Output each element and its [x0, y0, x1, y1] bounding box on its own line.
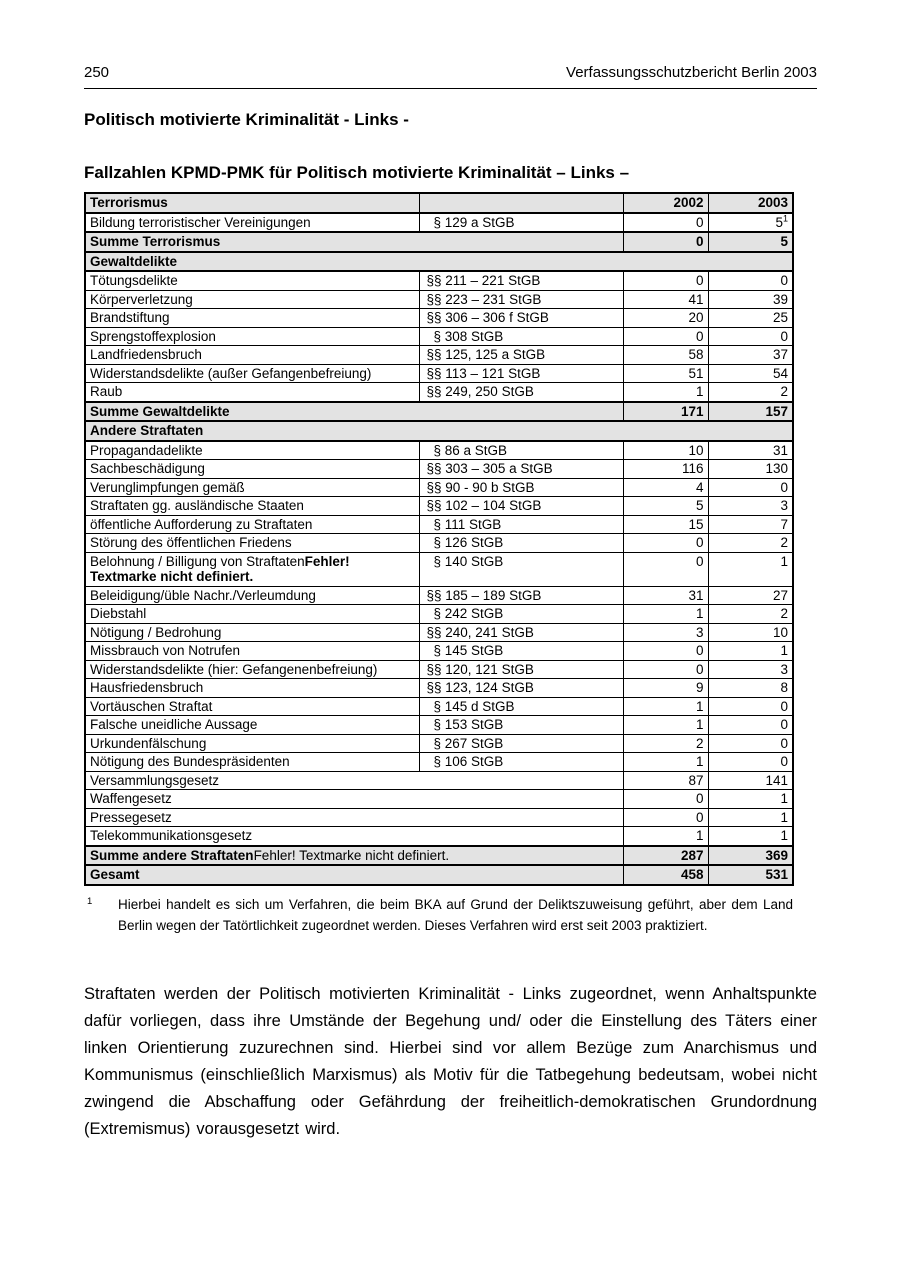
value-2003-cell: 157 — [708, 402, 793, 422]
table-row-data — [85, 734, 793, 753]
value-2003-cell: 10 — [708, 623, 793, 642]
value-2002-cell: 3 — [623, 623, 708, 642]
offense-label-cell: Sprengstoffexplosion — [85, 327, 419, 346]
statute-cell: §§ 303 – 305 a StGB — [419, 460, 623, 479]
table-row-data — [85, 753, 793, 772]
statute-cell: § 308 StGB — [419, 327, 623, 346]
table-row-data — [85, 605, 793, 624]
value-2003-cell: 1 — [708, 552, 793, 586]
value-2003-cell: 25 — [708, 309, 793, 328]
offense-label-cell: Vortäuschen Straftat — [85, 697, 419, 716]
body-paragraph: Straftaten werden der Politisch motivierten Kriminalität - Links zugeordnet, wenn Anhaltspunkte dafür vorliegen, dass ihre Umstände der Begehung und/ oder die Einstellung des Täters einer linken Orientierung zuzurechnen sind. Hierbei sind vor allem Bezüge zum Anarchismus und Kommunismus (einschließlich Marxismus) als Motiv für die Tatbegehung bedeutsam, wobei nicht zwingend die Abschaffung oder Gefährdung der freiheitlich-demokratischen Grundordnung (Extremismus) vorausgesetzt wird. — [84, 984, 817, 1138]
value-2002-cell: 1 — [623, 383, 708, 402]
value-2002-cell: 0 — [623, 534, 708, 553]
value-2002-cell: 171 — [623, 402, 708, 422]
value-2003-cell: 1 — [708, 790, 793, 809]
statute-cell: §§ 211 – 221 StGB — [419, 271, 623, 290]
section-label-cell: Andere Straftaten — [85, 421, 793, 441]
offense-label-cell: Diebstahl — [85, 605, 419, 624]
table-row-data — [85, 716, 793, 735]
sum-label-cell: Summe Gewaltdelikte — [85, 402, 623, 422]
value-2003-cell: 54 — [708, 364, 793, 383]
statute-cell: § 145 StGB — [419, 642, 623, 661]
statute-cell: § 153 StGB — [419, 716, 623, 735]
value-2003-cell: 2 — [708, 383, 793, 402]
sum-label-cell: Summe andere StraftatenFehler! Textmarke nicht definiert. — [85, 846, 623, 866]
value-2002-cell: 4 — [623, 478, 708, 497]
statute-cell: §§ 240, 241 StGB — [419, 623, 623, 642]
column-header-category: Terrorismus — [85, 193, 419, 213]
offense-label-cell: Körperverletzung — [85, 290, 419, 309]
column-header-statute — [419, 193, 623, 213]
value-2002-cell: 15 — [623, 515, 708, 534]
table-row-law — [85, 790, 793, 809]
table-title: Fallzahlen KPMD-PMK für Politisch motivierte Kriminalität – Links – — [84, 163, 630, 182]
offense-label-cell: öffentliche Aufforderung zu Straftaten — [85, 515, 419, 534]
value-2002-cell: 5 — [623, 497, 708, 516]
value-2003-cell: 0 — [708, 734, 793, 753]
value-2003-cell: 31 — [708, 441, 793, 460]
value-2002-cell: 1 — [623, 605, 708, 624]
offense-label-cell: Waffengesetz — [85, 790, 623, 809]
table-row-data — [85, 552, 793, 586]
sum-label-suffix: Fehler! Textmarke nicht definiert. — [253, 847, 450, 863]
statute-cell: § 145 d StGB — [419, 697, 623, 716]
statute-cell: § 86 a StGB — [419, 441, 623, 460]
offense-label-cell: Versammlungsgesetz — [85, 771, 623, 790]
statute-cell: § 242 StGB — [419, 605, 623, 624]
statute-cell: § 111 StGB — [419, 515, 623, 534]
offense-label-cell: Tötungsdelikte — [85, 271, 419, 290]
statute-cell: § 267 StGB — [419, 734, 623, 753]
value-2002-cell: 1 — [623, 697, 708, 716]
table-row-data — [85, 346, 793, 365]
statute-cell: § 140 StGB — [419, 552, 623, 586]
statute-cell: § 129 a StGB — [419, 213, 623, 233]
value-2002-cell: 458 — [623, 865, 708, 885]
value-2003-cell: 130 — [708, 460, 793, 479]
table-row-data — [85, 697, 793, 716]
table-row-data — [85, 441, 793, 460]
table-row-data — [85, 309, 793, 328]
value-2002-cell: 0 — [623, 232, 708, 252]
value-2002-cell: 41 — [623, 290, 708, 309]
value-2003-cell: 0 — [708, 327, 793, 346]
value-2003-cell: 0 — [708, 716, 793, 735]
table-row-sum — [85, 232, 793, 252]
value-2003-cell: 369 — [708, 846, 793, 866]
offense-label-cell: Raub — [85, 383, 419, 402]
value-2002-cell: 51 — [623, 364, 708, 383]
offense-label-cell: Beleidigung/üble Nachr./Verleumdung — [85, 586, 419, 605]
table-row-section — [85, 252, 793, 272]
value-2003-cell: 3 — [708, 660, 793, 679]
value-2003-cell: 37 — [708, 346, 793, 365]
sum-label-cell: Gesamt — [85, 865, 623, 885]
table-row-data — [85, 534, 793, 553]
column-header-2003: 2003 — [708, 193, 793, 213]
value-2002-cell: 1 — [623, 716, 708, 735]
table-row-data — [85, 586, 793, 605]
table-row-data — [85, 290, 793, 309]
value-2003-cell: 1 — [708, 808, 793, 827]
column-header-2002: 2002 — [623, 193, 708, 213]
offense-label-cell: Sachbeschädigung — [85, 460, 419, 479]
table-row-data — [85, 478, 793, 497]
offense-label-cell: Widerstandsdelikte (hier: Gefangenenbefreiung) — [85, 660, 419, 679]
table-row-data — [85, 515, 793, 534]
value-2003-cell: 8 — [708, 679, 793, 698]
table-row-data — [85, 679, 793, 698]
statute-cell: §§ 102 – 104 StGB — [419, 497, 623, 516]
offense-label-cell: Verunglimpfungen gemäß — [85, 478, 419, 497]
statute-cell: §§ 90 - 90 b StGB — [419, 478, 623, 497]
table-row-sum — [85, 846, 793, 866]
statute-cell: §§ 125, 125 a StGB — [419, 346, 623, 365]
value-2002-cell: 0 — [623, 271, 708, 290]
statute-cell: §§ 123, 124 StGB — [419, 679, 623, 698]
value-2002-cell: 0 — [623, 808, 708, 827]
sum-label-cell: Summe Terrorismus — [85, 232, 623, 252]
offense-label-cell: Bildung terroristischer Vereinigungen — [85, 213, 419, 233]
value-2002-cell: 0 — [623, 327, 708, 346]
statute-cell: §§ 120, 121 StGB — [419, 660, 623, 679]
footnote-text: Hierbei handelt es sich um Verfahren, die beim BKA auf Grund der Deliktszuweisung geführt, aber dem Land Berlin wegen der Tatörtlichkeit zugeordnet werden. Dieses Verfahren wird erst seit 2003 praktiziert. — [118, 896, 793, 933]
value-2003-cell: 7 — [708, 515, 793, 534]
section-label-cell: Gewaltdelikte — [85, 252, 793, 272]
table-row-data — [85, 623, 793, 642]
offense-label-error-suffix: Fehler! Textmarke nicht definiert. — [90, 553, 350, 584]
offense-label-cell: Nötigung des Bundespräsidenten — [85, 753, 419, 772]
table-row-sum — [85, 402, 793, 422]
table-row-data — [85, 364, 793, 383]
value-2003-cell: 5 — [708, 232, 793, 252]
value-2002-cell: 58 — [623, 346, 708, 365]
footnote-marker: 1 — [87, 895, 93, 907]
table-row-header — [85, 193, 793, 213]
offense-label-cell: Landfriedensbruch — [85, 346, 419, 365]
table-row-law — [85, 771, 793, 790]
offense-label-cell: Straftaten gg. ausländische Staaten — [85, 497, 419, 516]
value-2002-cell: 10 — [623, 441, 708, 460]
value-2002-cell: 2 — [623, 734, 708, 753]
table-row-sum — [85, 865, 793, 885]
value-2003-cell: 0 — [708, 478, 793, 497]
value-2003-cell: 0 — [708, 697, 793, 716]
value-2003-cell: 1 — [708, 642, 793, 661]
statute-cell: §§ 306 – 306 f StGB — [419, 309, 623, 328]
value-2002-cell: 31 — [623, 586, 708, 605]
value-2003-cell: $5^1$ — [708, 213, 793, 233]
statistics-table — [84, 192, 794, 886]
value-2003-cell: 1 — [708, 827, 793, 846]
page-title: Politisch motivierte Kriminalität - Links - — [84, 110, 409, 129]
table-row-law — [85, 827, 793, 846]
value-2003-cell: 3 — [708, 497, 793, 516]
value-2002-cell: 0 — [623, 213, 708, 233]
statute-cell: §§ 249, 250 StGB — [419, 383, 623, 402]
statute-cell: §§ 185 – 189 StGB — [419, 586, 623, 605]
value-2002-cell: 0 — [623, 790, 708, 809]
value-2002-cell: 0 — [623, 642, 708, 661]
table-row-section — [85, 421, 793, 441]
offense-label-cell: Störung des öffentlichen Friedens — [85, 534, 419, 553]
value-2003-cell: 141 — [708, 771, 793, 790]
offense-label-cell: Pressegesetz — [85, 808, 623, 827]
value-2003-cell: 0 — [708, 753, 793, 772]
value-2003-cell: 27 — [708, 586, 793, 605]
value-2002-cell: 1 — [623, 753, 708, 772]
value-2002-cell: 20 — [623, 309, 708, 328]
footnote — [84, 894, 793, 936]
running-head-title: Verfassungsschutzbericht Berlin 2003 — [566, 64, 817, 81]
offense-label-cell: Missbrauch von Notrufen — [85, 642, 419, 661]
offense-label-cell: Brandstiftung — [85, 309, 419, 328]
table-row-data — [85, 460, 793, 479]
value-2003-cell: 39 — [708, 290, 793, 309]
page-header — [84, 64, 817, 89]
table-row-data — [85, 271, 793, 290]
value-2003-cell: 531 — [708, 865, 793, 885]
statute-cell: § 106 StGB — [419, 753, 623, 772]
table-row-data — [85, 497, 793, 516]
page-number: 250 — [84, 64, 110, 81]
table-row-data — [85, 660, 793, 679]
value-2002-cell: 287 — [623, 846, 708, 866]
value-2002-cell: 0 — [623, 660, 708, 679]
table-row-data — [85, 327, 793, 346]
offense-label-cell: Hausfriedensbruch — [85, 679, 419, 698]
table-row-data — [85, 383, 793, 402]
offense-label-cell: Urkundenfälschung — [85, 734, 419, 753]
offense-label-cell: Belohnung / Billigung von StraftatenFehler! Textmarke nicht definiert. — [85, 552, 419, 586]
statute-cell: §§ 113 – 121 StGB — [419, 364, 623, 383]
table-row-law — [85, 808, 793, 827]
offense-label-cell: Propagandadelikte — [85, 441, 419, 460]
statute-cell: §§ 223 – 231 StGB — [419, 290, 623, 309]
offense-label-cell: Widerstandsdelikte (außer Gefangenbefreiung) — [85, 364, 419, 383]
value-2003-cell: 0 — [708, 271, 793, 290]
table-row-data — [85, 213, 793, 233]
footnote-reference: 1 — [782, 213, 788, 223]
value-2002-cell: 87 — [623, 771, 708, 790]
value-2002-cell: 1 — [623, 827, 708, 846]
offense-label-cell: Nötigung / Bedrohung — [85, 623, 419, 642]
value-2002-cell: 116 — [623, 460, 708, 479]
value-2003-cell: 2 — [708, 605, 793, 624]
offense-label-cell: Falsche uneidliche Aussage — [85, 716, 419, 735]
value-2003-cell: 2 — [708, 534, 793, 553]
value-2002-cell: 0 — [623, 552, 708, 586]
statute-cell: § 126 StGB — [419, 534, 623, 553]
offense-label-cell: Telekommunikationsgesetz — [85, 827, 623, 846]
value-2002-cell: 9 — [623, 679, 708, 698]
table-row-data — [85, 642, 793, 661]
